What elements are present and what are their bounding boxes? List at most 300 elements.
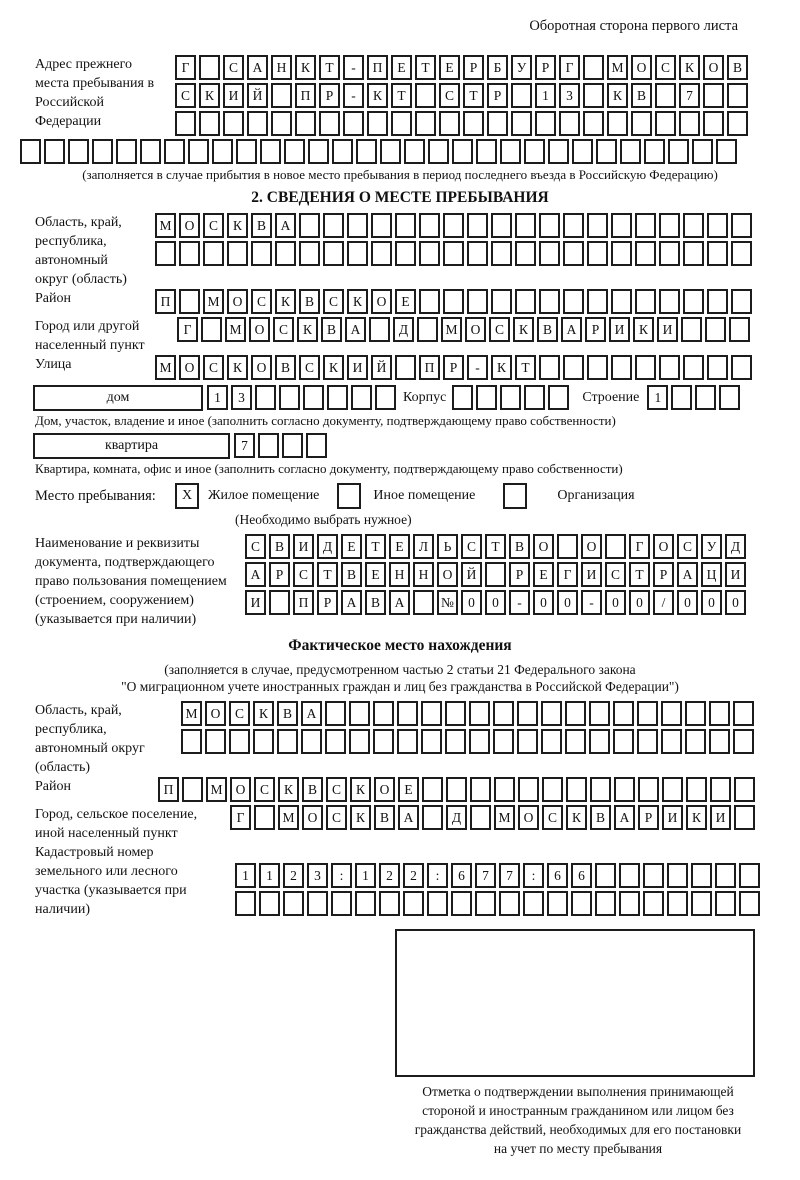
char-cell: Т	[415, 55, 436, 80]
char-cell	[643, 891, 664, 916]
char-cell	[181, 729, 202, 754]
char-cell	[494, 777, 515, 802]
char-cell	[199, 111, 220, 136]
char-cell: К	[295, 55, 316, 80]
char-cell: К	[350, 777, 371, 802]
char-cell	[116, 139, 137, 164]
stay-option-label-zhiloe: Жилое помещение	[208, 488, 320, 503]
prev-address-row-3	[175, 111, 751, 136]
char-cell: П	[155, 289, 176, 314]
char-cell: С	[251, 289, 272, 314]
char-cell	[485, 562, 506, 587]
char-cell	[659, 241, 680, 266]
char-cell	[251, 241, 272, 266]
char-cell	[307, 891, 328, 916]
char-cell	[731, 289, 752, 314]
char-cell	[369, 317, 390, 342]
actual-location-note-1: (заполняется в случае, предусмотренном частью 2 статьи 21 Федерального закона	[164, 662, 636, 677]
char-cell	[175, 111, 196, 136]
char-cell: С	[229, 701, 250, 726]
char-cell	[587, 241, 608, 266]
char-cell	[563, 241, 584, 266]
char-cell	[463, 111, 484, 136]
char-cell	[557, 534, 578, 559]
char-cell	[611, 213, 632, 238]
char-cell	[299, 213, 320, 238]
char-cell	[563, 289, 584, 314]
actual-city-row	[230, 805, 758, 840]
char-cell: Е	[439, 55, 460, 80]
char-cell: Т	[319, 55, 340, 80]
char-cell: В	[269, 534, 290, 559]
char-cell	[487, 111, 508, 136]
char-cell	[301, 729, 322, 754]
char-cell: Е	[341, 534, 362, 559]
char-cell	[563, 213, 584, 238]
stay-checkbox-inoe	[337, 483, 361, 509]
char-cell: Р	[638, 805, 659, 830]
char-cell: О	[581, 534, 602, 559]
cadastre-rows	[235, 863, 763, 919]
char-cell: К	[199, 83, 220, 108]
char-cell: О	[230, 777, 251, 802]
char-cell	[681, 317, 702, 342]
char-cell	[583, 111, 604, 136]
char-cell	[619, 863, 640, 888]
prev-address-label: Адрес прежнего места пребывания в Российской Федерации	[35, 57, 155, 129]
char-cell: Т	[463, 83, 484, 108]
char-cell: 7	[234, 433, 255, 458]
city-block	[35, 317, 800, 355]
char-cell: Т	[515, 355, 536, 380]
char-cell	[235, 891, 256, 916]
char-cell: 3	[231, 385, 252, 410]
char-cell	[421, 701, 442, 726]
char-cell: С	[461, 534, 482, 559]
actual-city-block	[35, 805, 800, 843]
char-cell: В	[341, 562, 362, 587]
char-cell: К	[566, 805, 587, 830]
confirmation-box	[395, 929, 755, 1077]
char-cell: Р	[585, 317, 606, 342]
char-cell	[253, 729, 274, 754]
char-cell: И	[657, 317, 678, 342]
char-cell: К	[513, 317, 534, 342]
char-cell: Т	[317, 562, 338, 587]
char-cell: М	[155, 213, 176, 238]
char-cell	[428, 139, 449, 164]
char-cell	[679, 111, 700, 136]
char-cell	[451, 891, 472, 916]
char-cell: О	[249, 317, 270, 342]
char-cell	[395, 241, 416, 266]
char-cell: О	[653, 534, 674, 559]
char-cell	[731, 213, 752, 238]
char-cell	[727, 83, 748, 108]
stay-option-label-org: Организация	[557, 488, 635, 503]
char-cell: 0	[557, 590, 578, 615]
house-note: Дом, участок, владение и иное (заполнить согласно документу, подтверждающему право собственности)	[35, 413, 616, 428]
char-cell	[517, 701, 538, 726]
char-cell	[347, 241, 368, 266]
header-note: Оборотная сторона первого листа	[529, 18, 738, 34]
char-cell: А	[614, 805, 635, 830]
char-cell	[733, 729, 754, 754]
char-cell	[319, 111, 340, 136]
district-label: Район	[35, 291, 71, 306]
char-cell	[445, 729, 466, 754]
char-cell	[499, 891, 520, 916]
char-cell	[635, 289, 656, 314]
char-cell: С	[605, 562, 626, 587]
char-cell: О	[703, 55, 724, 80]
district-row	[155, 289, 755, 314]
char-cell: А	[561, 317, 582, 342]
char-cell: Й	[247, 83, 268, 108]
confirmation-caption-line-4: на учет по месту пребывания	[493, 1141, 663, 1156]
char-cell	[613, 701, 634, 726]
cadastre-block	[35, 843, 800, 919]
char-cell: В	[537, 317, 558, 342]
char-cell	[439, 111, 460, 136]
char-cell	[523, 891, 544, 916]
char-cell	[476, 139, 497, 164]
cadastre-label: Кадастровый номер земельного или лесного участка (указывается при наличии)	[35, 845, 187, 917]
char-cell	[695, 385, 716, 410]
char-cell	[179, 241, 200, 266]
char-cell	[729, 317, 750, 342]
char-cell: В	[277, 701, 298, 726]
char-cell	[583, 83, 604, 108]
char-cell: Е	[398, 777, 419, 802]
char-cell	[511, 83, 532, 108]
char-cell: 0	[629, 590, 650, 615]
cadastre-row-2	[235, 891, 763, 916]
char-cell: О	[227, 289, 248, 314]
char-cell	[590, 777, 611, 802]
char-cell: В	[374, 805, 395, 830]
char-cell: Т	[391, 83, 412, 108]
prev-address-row-1	[175, 55, 751, 80]
actual-district-block	[35, 777, 800, 805]
street-row	[155, 355, 755, 380]
char-cell	[356, 139, 377, 164]
char-cell: О	[302, 805, 323, 830]
document-label: Наименование и реквизиты документа, подтверждающего право пользования помещением (строением, сооружением) (указывается при наличии)	[35, 536, 227, 627]
char-cell: С	[273, 317, 294, 342]
char-cell: Й	[461, 562, 482, 587]
char-cell	[475, 891, 496, 916]
char-cell: С	[326, 777, 347, 802]
char-cell	[331, 891, 352, 916]
char-cell	[734, 805, 755, 830]
char-cell: 1	[647, 385, 668, 410]
char-cell	[542, 777, 563, 802]
apartment-line	[33, 433, 800, 459]
char-cell	[445, 701, 466, 726]
char-cell	[739, 863, 760, 888]
char-cell: К	[347, 289, 368, 314]
stroenie-label: Строение	[582, 390, 640, 405]
char-cell: М	[494, 805, 515, 830]
char-cell	[637, 729, 658, 754]
char-cell	[731, 355, 752, 380]
char-cell	[709, 701, 730, 726]
char-cell: :	[331, 863, 352, 888]
actual-region-row-1	[181, 701, 757, 726]
char-cell: В	[509, 534, 530, 559]
stay-type-label: Место пребывания:	[35, 487, 156, 504]
actual-region-rows	[181, 701, 757, 777]
char-cell: У	[511, 55, 532, 80]
document-block	[35, 534, 800, 629]
char-cell	[518, 777, 539, 802]
char-cell	[541, 729, 562, 754]
char-cell	[188, 139, 209, 164]
city-label: Город или другой населенный пункт	[35, 319, 145, 353]
char-cell: К	[278, 777, 299, 802]
char-cell: П	[295, 83, 316, 108]
char-cell	[417, 317, 438, 342]
char-cell: С	[326, 805, 347, 830]
char-cell: В	[302, 777, 323, 802]
document-row-3	[245, 590, 749, 615]
char-cell	[635, 213, 656, 238]
char-cell	[614, 777, 635, 802]
char-cell	[607, 111, 628, 136]
char-cell	[349, 701, 370, 726]
char-cell	[379, 891, 400, 916]
char-cell	[443, 213, 464, 238]
char-cell: П	[293, 590, 314, 615]
char-cell: В	[631, 83, 652, 108]
char-cell	[325, 729, 346, 754]
stay-checkbox-org	[503, 483, 527, 509]
char-cell	[403, 891, 424, 916]
char-cell: С	[655, 55, 676, 80]
char-cell: В	[251, 213, 272, 238]
char-cell	[323, 213, 344, 238]
char-cell	[707, 289, 728, 314]
char-cell	[422, 805, 443, 830]
char-cell	[683, 213, 704, 238]
char-cell	[419, 241, 440, 266]
char-cell: И	[245, 590, 266, 615]
char-cell: М	[155, 355, 176, 380]
char-cell: О	[371, 289, 392, 314]
char-cell: Р	[487, 83, 508, 108]
char-cell	[572, 139, 593, 164]
char-cell: 2	[379, 863, 400, 888]
char-cell	[659, 289, 680, 314]
char-cell	[380, 139, 401, 164]
char-cell	[539, 241, 560, 266]
char-cell: О	[533, 534, 554, 559]
char-cell: П	[367, 55, 388, 80]
char-cell: 0	[725, 590, 746, 615]
char-cell: О	[179, 355, 200, 380]
char-cell: В	[727, 55, 748, 80]
char-cell	[566, 777, 587, 802]
char-cell	[283, 891, 304, 916]
actual-district-row	[158, 777, 758, 802]
char-cell: М	[441, 317, 462, 342]
char-cell	[182, 777, 203, 802]
confirmation-caption	[388, 1082, 768, 1158]
char-cell	[443, 289, 464, 314]
char-cell	[683, 241, 704, 266]
char-cell	[539, 355, 560, 380]
char-cell: С	[542, 805, 563, 830]
char-cell: /	[653, 590, 674, 615]
char-cell	[351, 385, 372, 410]
char-cell: Р	[443, 355, 464, 380]
char-cell	[269, 590, 290, 615]
char-cell: А	[345, 317, 366, 342]
char-cell: Е	[365, 562, 386, 587]
char-cell: 7	[475, 863, 496, 888]
char-cell	[691, 891, 712, 916]
char-cell	[419, 213, 440, 238]
char-cell	[619, 891, 640, 916]
prev-address-block	[35, 55, 800, 139]
char-cell: К	[297, 317, 318, 342]
char-cell: И	[223, 83, 244, 108]
char-cell: А	[247, 55, 268, 80]
cadastre-row-1	[235, 863, 763, 888]
char-cell	[470, 777, 491, 802]
char-cell: К	[367, 83, 388, 108]
char-cell	[247, 111, 268, 136]
char-cell: М	[203, 289, 224, 314]
district-block	[35, 289, 800, 317]
char-cell: :	[427, 863, 448, 888]
char-cell: 6	[571, 863, 592, 888]
char-cell: Г	[557, 562, 578, 587]
char-cell: К	[275, 289, 296, 314]
char-cell	[332, 139, 353, 164]
char-cell: И	[710, 805, 731, 830]
char-cell	[731, 241, 752, 266]
document-rows	[245, 534, 749, 629]
char-cell	[303, 385, 324, 410]
char-cell: 2	[403, 863, 424, 888]
char-cell: -	[581, 590, 602, 615]
char-cell	[635, 241, 656, 266]
char-cell: -	[343, 55, 364, 80]
char-cell: М	[278, 805, 299, 830]
char-cell	[375, 385, 396, 410]
char-cell	[659, 213, 680, 238]
char-cell	[277, 729, 298, 754]
char-cell	[659, 355, 680, 380]
char-cell	[201, 317, 222, 342]
char-cell: Л	[413, 534, 434, 559]
char-cell: К	[253, 701, 274, 726]
char-cell: -	[509, 590, 530, 615]
char-cell	[589, 729, 610, 754]
char-cell	[258, 433, 279, 458]
char-cell: С	[323, 289, 344, 314]
char-cell: 1	[235, 863, 256, 888]
char-cell: В	[299, 289, 320, 314]
char-cell	[685, 701, 706, 726]
char-cell	[299, 241, 320, 266]
char-cell	[524, 139, 545, 164]
char-cell	[395, 213, 416, 238]
char-cell: И	[581, 562, 602, 587]
char-cell	[685, 729, 706, 754]
char-cell: К	[686, 805, 707, 830]
char-cell	[667, 891, 688, 916]
char-cell	[355, 891, 376, 916]
street-block	[35, 355, 800, 383]
char-cell: Д	[393, 317, 414, 342]
actual-location-note-2: "О миграционном учете иностранных граждан и лиц без гражданства в Российской Федерации")	[121, 679, 679, 694]
prev-address-rows	[175, 55, 751, 139]
char-cell: К	[491, 355, 512, 380]
char-cell	[541, 701, 562, 726]
region-block	[35, 213, 800, 289]
char-cell	[655, 83, 676, 108]
char-cell: О	[518, 805, 539, 830]
char-cell: 6	[451, 863, 472, 888]
document-row-2	[245, 562, 749, 587]
actual-location-title: Фактическое место нахождения	[288, 637, 512, 654]
char-cell	[140, 139, 161, 164]
char-cell	[415, 83, 436, 108]
char-cell	[404, 139, 425, 164]
char-cell: 1	[355, 863, 376, 888]
char-cell: Р	[317, 590, 338, 615]
actual-region-block	[35, 701, 800, 777]
char-cell: А	[398, 805, 419, 830]
char-cell	[500, 139, 521, 164]
stay-checkbox-zhiloe: X	[175, 483, 199, 509]
char-cell: Р	[509, 562, 530, 587]
char-cell	[284, 139, 305, 164]
house-number-cells	[207, 385, 399, 410]
char-cell	[705, 317, 726, 342]
stroenie-cells	[647, 385, 743, 410]
char-cell: Й	[371, 355, 392, 380]
char-cell	[587, 289, 608, 314]
char-cell: С	[299, 355, 320, 380]
char-cell: Т	[485, 534, 506, 559]
char-cell	[92, 139, 113, 164]
char-cell	[205, 729, 226, 754]
char-cell: К	[679, 55, 700, 80]
prev-address-row-2	[175, 83, 751, 108]
char-cell	[637, 701, 658, 726]
char-cell: Ц	[701, 562, 722, 587]
char-cell	[563, 355, 584, 380]
char-cell	[539, 213, 560, 238]
char-cell	[709, 729, 730, 754]
char-cell: Е	[391, 55, 412, 80]
document-row-1	[245, 534, 749, 559]
char-cell	[179, 289, 200, 314]
char-cell	[707, 213, 728, 238]
char-cell: Г	[559, 55, 580, 80]
char-cell	[323, 241, 344, 266]
char-cell	[371, 241, 392, 266]
char-cell	[683, 289, 704, 314]
char-cell: П	[158, 777, 179, 802]
char-cell	[734, 777, 755, 802]
korpus-cells	[452, 385, 572, 410]
city-row	[177, 317, 753, 352]
